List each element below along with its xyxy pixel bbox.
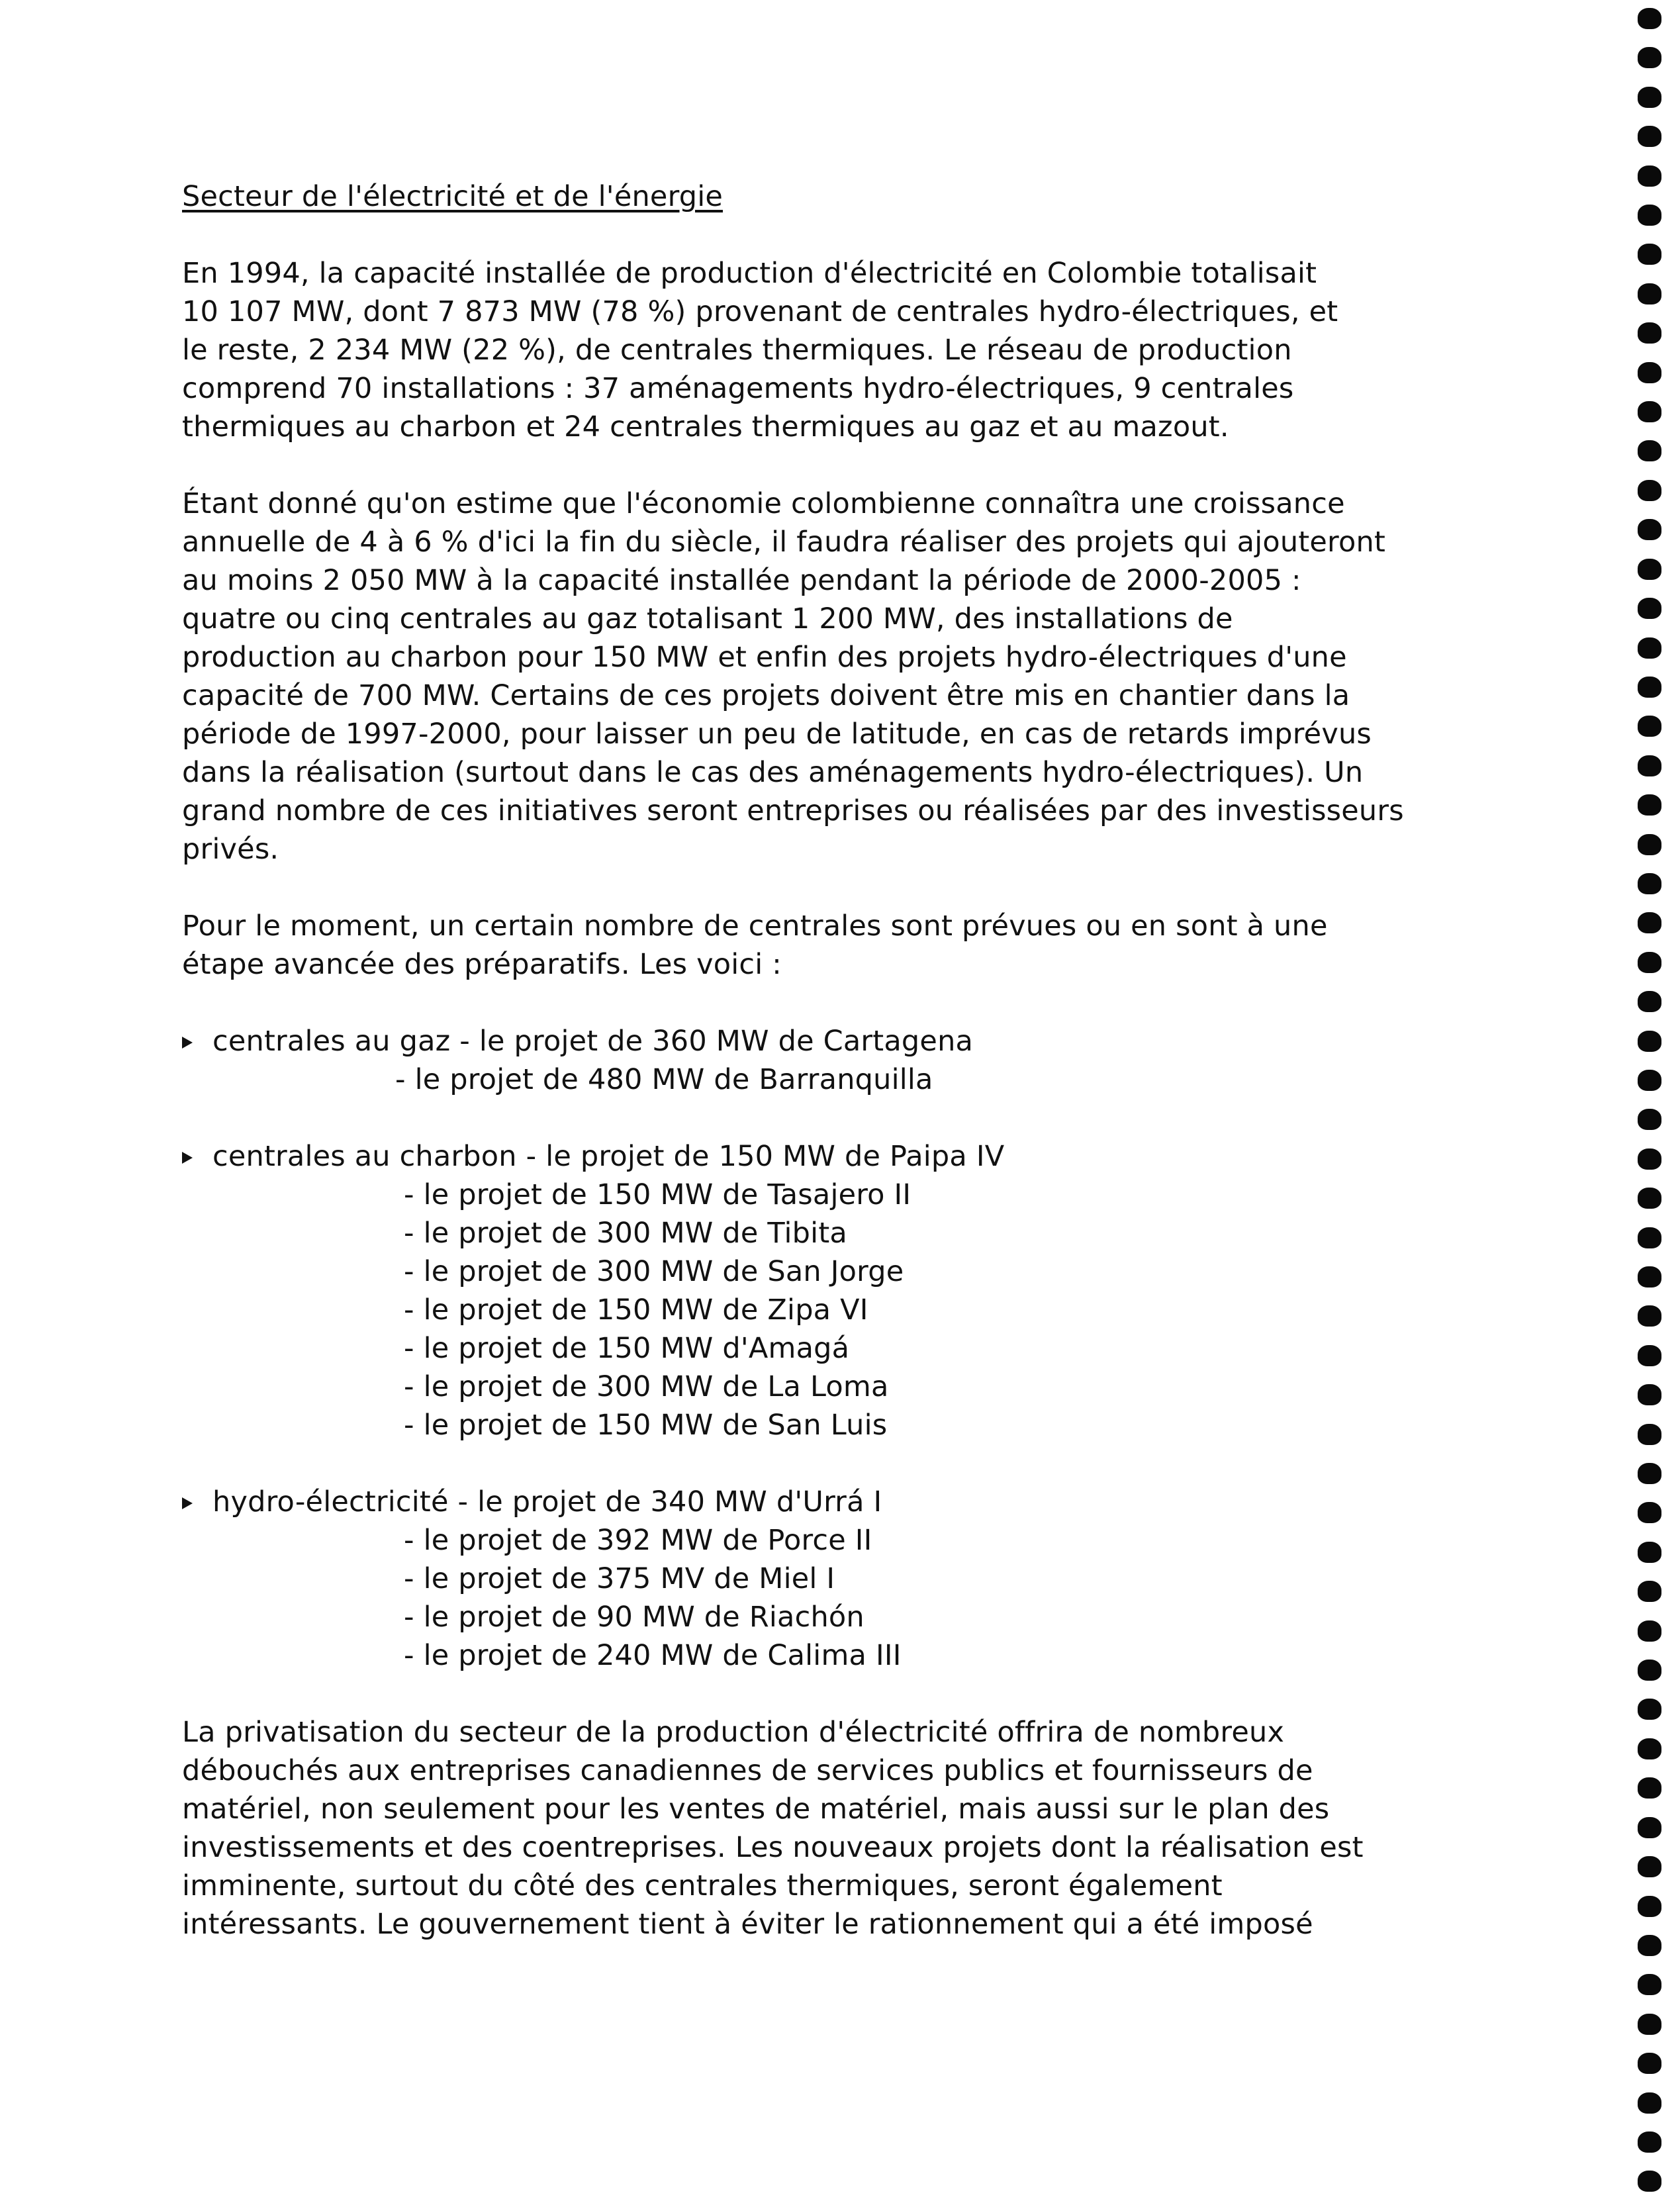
binding-hole [1638,873,1661,894]
list-item [182,1483,1506,1521]
text-line: capacité de 700 MW. Certains de ces projets doivent être mis en chantier dans la [182,679,1350,712]
binding-hole [1638,952,1661,973]
binding-hole [1638,205,1661,226]
list-item: - le projet de 240 MW de Calima III [404,1639,902,1672]
binding-hole [1638,283,1661,304]
list-item: - le projet de 300 MW de La Loma [404,1370,889,1403]
binding-hole [1638,2092,1661,2114]
section-heading: Secteur de l'électricité et de l'énergie [182,180,723,213]
binding-hole [1638,87,1661,108]
text-line: période de 1997-2000, pour laisser un peu de latitude, en cas de retards imprévus [182,718,1372,751]
binding-hole [1638,362,1661,383]
binding-hole [1638,1699,1661,1720]
binding-hole [1638,1384,1661,1405]
text-line: le reste, 2 234 MW (22 %), de centrales thermiques. Le réseau de production [182,334,1292,367]
binding-hole [1638,401,1661,422]
binding-hole [1638,1502,1661,1523]
list-group-gas [182,1022,1506,1099]
binding-hole [1638,2014,1661,2035]
text-line: thermiques au charbon et 24 centrales thermiques au gaz et au mazout. [182,410,1229,444]
binding-holes [1638,8,1664,2192]
binding-hole [1638,1345,1661,1366]
list-item-label: centrales au gaz - le projet de 360 MW de Cartagena [212,1025,974,1058]
binding-hole [1638,677,1661,698]
binding-hole [1638,1974,1661,1995]
text-line: production au charbon pour 150 MW et enfin des projets hydro-électriques d'une [182,641,1347,674]
text-line: dans la réalisation (surtout dans le cas des aménagements hydro-électriques). Un [182,756,1364,789]
binding-hole [1638,637,1661,659]
text-line: investissements et des coentreprises. Les nouveaux projets dont la réalisation est [182,1831,1364,1864]
list-item: - le projet de 300 MW de San Jorge [404,1255,904,1288]
binding-hole [1638,1935,1661,1956]
binding-hole [1638,2053,1661,2074]
text-line: au moins 2 050 MW à la capacité installée pendant la période de 2000-2005 : [182,564,1301,597]
binding-hole [1638,1581,1661,1602]
text-line: privés. [182,833,279,866]
binding-hole [1638,794,1661,816]
binding-hole [1638,1896,1661,1917]
binding-hole [1638,244,1661,265]
binding-hole [1638,1148,1661,1170]
binding-hole [1638,1856,1661,1877]
binding-hole [1638,755,1661,776]
binding-hole [1638,1305,1661,1327]
binding-hole [1638,1227,1661,1248]
text-line: annuelle de 4 à 6 % d'ici la fin du siècle, il faudra réaliser des projets qui ajouteront [182,526,1386,559]
binding-hole [1638,1031,1661,1052]
list-item: - le projet de 392 MW de Porce II [404,1524,872,1557]
text-line: Pour le moment, un certain nombre de centrales sont prévues ou en sont à une [182,910,1328,943]
list-item [182,1137,1506,1176]
list-item-label: centrales au charbon - le projet de 150 MW de Paipa IV [212,1140,1005,1173]
text-line: La privatisation du secteur de la production d'électricité offrira de nombreux [182,1716,1285,1749]
binding-hole [1638,1817,1661,1838]
triangle-bullet-icon [182,1152,193,1164]
text-line: matériel, non seulement pour les ventes de matériel, mais aussi sur le plan des [182,1793,1330,1826]
paragraph-growth [182,485,1506,868]
text-line: étape avancée des préparatifs. Les voici : [182,948,782,981]
list-item: - le projet de 150 MW de Tasajero II [404,1178,911,1211]
binding-hole [1638,519,1661,540]
binding-hole [1638,1463,1661,1484]
list-item: - le projet de 300 MW de Tibita [404,1217,847,1250]
binding-hole [1638,1424,1661,1445]
binding-hole [1638,165,1661,187]
binding-hole [1638,1542,1661,1563]
paragraph-intro-list [182,907,1506,984]
list-item: - le projet de 375 MV de Miel I [404,1562,835,1595]
text-line: quatre ou cinq centrales au gaz totalisant 1 200 MW, des installations de [182,602,1233,635]
triangle-bullet-icon [182,1497,193,1509]
binding-hole [1638,2171,1661,2192]
list-item: - le projet de 150 MW de San Luis [404,1409,888,1442]
list-item [182,1022,1506,1060]
binding-hole [1638,834,1661,855]
text-line: Étant donné qu'on estime que l'économie colombienne connaîtra une croissance [182,487,1345,520]
document-body [182,177,1506,1943]
binding-hole [1638,440,1661,461]
text-line: grand nombre de ces initiatives seront entreprises ou réalisées par des investisseurs [182,794,1404,827]
binding-hole [1638,716,1661,737]
list-group-coal [182,1137,1506,1444]
binding-hole [1638,126,1661,147]
binding-hole [1638,1188,1661,1209]
list-item-label: hydro-électricité - le projet de 340 MW d'Urrá I [212,1485,882,1519]
text-line: intéressants. Le gouvernement tient à éviter le rationnement qui a été imposé [182,1908,1313,1941]
binding-hole [1638,1738,1661,1759]
binding-hole [1638,2131,1661,2153]
triangle-bullet-icon [182,1037,193,1049]
text-line: 10 107 MW, dont 7 873 MW (78 %) provenant de centrales hydro-électriques, et [182,295,1338,328]
text-line: débouchés aux entreprises canadiennes de services publics et fournisseurs de [182,1754,1313,1787]
binding-hole [1638,1620,1661,1642]
binding-hole [1638,1777,1661,1799]
binding-hole [1638,1660,1661,1681]
list-item: - le projet de 90 MW de Riachón [404,1601,864,1634]
text-line: comprend 70 installations : 37 aménagements hydro-électriques, 9 centrales [182,372,1294,405]
list-item: - le projet de 480 MW de Barranquilla [395,1063,933,1096]
binding-hole [1638,1109,1661,1130]
binding-hole [1638,47,1661,68]
binding-hole [1638,1070,1661,1091]
paragraph-privatisation [182,1713,1506,1943]
binding-hole [1638,1266,1661,1288]
binding-hole [1638,991,1661,1012]
binding-hole [1638,480,1661,501]
binding-hole [1638,912,1661,933]
binding-hole [1638,8,1661,29]
list-item: - le projet de 150 MW de Zipa VI [404,1293,868,1327]
paragraph-capacity [182,254,1506,446]
binding-hole [1638,559,1661,580]
text-line: imminente, surtout du côté des centrales thermiques, seront également [182,1869,1223,1902]
list-group-hydro [182,1483,1506,1675]
binding-hole [1638,322,1661,344]
text-line: En 1994, la capacité installée de production d'électricité en Colombie totalisait [182,257,1317,290]
list-item: - le projet de 150 MW d'Amagá [404,1332,850,1365]
binding-hole [1638,598,1661,619]
